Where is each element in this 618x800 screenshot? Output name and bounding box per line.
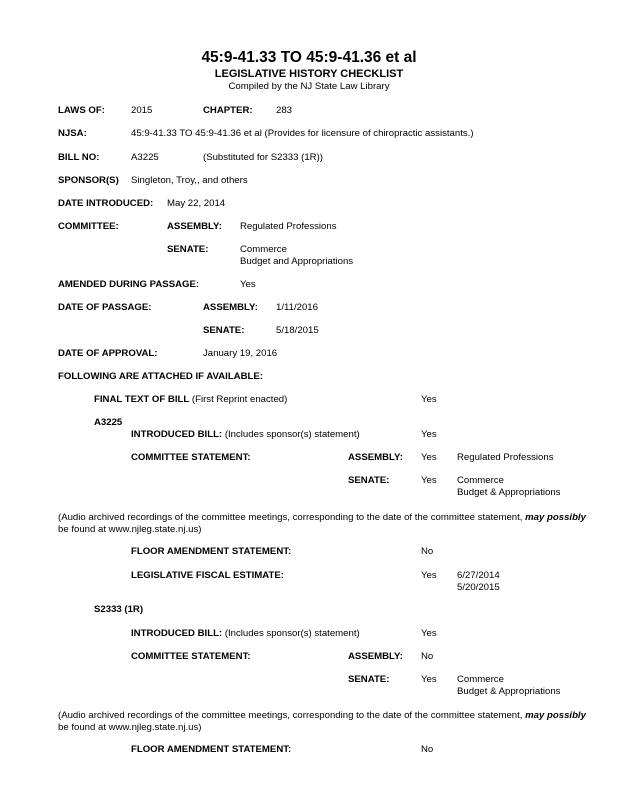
- passage-senate-value: 5/18/2015: [276, 325, 319, 336]
- s2333-cs-senate-value: Yes: [421, 674, 437, 685]
- s2333-audio-note-emphasis: may possibly: [525, 710, 586, 721]
- bill-no-value: A3225: [131, 152, 159, 163]
- laws-of-label: LAWS OF:: [58, 105, 105, 116]
- a3225-cs-senate-label: SENATE:: [348, 475, 390, 486]
- page-title: 45:9-41.33 TO 45:9-41.36 et al: [201, 49, 417, 66]
- s2333-introduced-label: INTRODUCED BILL:: [131, 628, 223, 639]
- date-introduced-value: May 22, 2014: [167, 198, 226, 209]
- final-text-row: [94, 394, 287, 406]
- a3225-fiscal-label: LEGISLATIVE FISCAL ESTIMATE:: [131, 570, 284, 581]
- date-of-approval-value: January 19, 2016: [203, 348, 278, 359]
- s2333-introduced-note: (Includes sponsor(s) statement): [224, 628, 360, 639]
- s2333-committee-statement-label: COMMITTEE STATEMENT:: [131, 651, 251, 662]
- chapter-label: CHAPTER:: [203, 105, 253, 116]
- bill-no-label: BILL NO:: [58, 152, 100, 163]
- s2333-cs-assembly-value: No: [421, 651, 434, 662]
- a3225-cs-senate-committee-2: Budget & Appropriations: [457, 487, 561, 498]
- sponsors-label: SPONSOR(S): [58, 175, 119, 186]
- njsa-label: NJSA:: [58, 128, 87, 139]
- laws-of-value: 2015: [131, 105, 153, 116]
- s2333-cs-senate-committee-2: Budget & Appropriations: [457, 686, 561, 697]
- a3225-cs-senate-committee-1: Commerce: [457, 475, 504, 486]
- s2333-floor-value: No: [421, 744, 434, 755]
- a3225-audio-note-text: (Audio archived recordings of the committee meetings, corresponding to the date of the committee statement,: [58, 512, 526, 523]
- s2333-bill-heading: S2333 (1R): [94, 604, 144, 615]
- a3225-fiscal-date-2: 5/20/2015: [457, 582, 500, 593]
- amended-label: AMENDED DURING PASSAGE:: [58, 279, 200, 290]
- a3225-committee-statement-label: COMMITTEE STATEMENT:: [131, 452, 251, 463]
- chapter-value: 283: [276, 105, 293, 116]
- njsa-value: 45:9-41.33 TO 45:9-41.36 et al (Provides for licensure of chiropractic assistants.): [131, 128, 474, 139]
- s2333-introduced-row: [131, 628, 360, 640]
- s2333-audio-note-line-2: be found at www.njleg.state.nj.us): [58, 722, 202, 733]
- committee-senate-label: SENATE:: [167, 244, 209, 255]
- a3225-introduced-note: (Includes sponsor(s) statement): [224, 429, 360, 440]
- a3225-fiscal-value: Yes: [421, 570, 437, 581]
- final-text-value: Yes: [421, 394, 437, 405]
- a3225-audio-note-emphasis: may possibly: [525, 512, 586, 523]
- a3225-bill-heading: A3225: [94, 417, 123, 428]
- a3225-fiscal-date-1: 6/27/2014: [457, 570, 500, 581]
- passage-assembly-value: 1/11/2016: [276, 302, 318, 313]
- a3225-cs-assembly-committee: Regulated Professions: [457, 452, 554, 463]
- passage-assembly-label: ASSEMBLY:: [203, 302, 258, 313]
- committee-senate-value-2: Budget and Appropriations: [240, 256, 354, 267]
- a3225-cs-assembly-label: ASSEMBLY:: [348, 452, 403, 463]
- s2333-cs-senate-label: SENATE:: [348, 674, 390, 685]
- committee-assembly-value: Regulated Professions: [240, 221, 337, 232]
- bill-no-note: (Substituted for S2333 (1R)): [203, 152, 323, 163]
- page-subtitle: LEGISLATIVE HISTORY CHECKLIST: [214, 68, 404, 80]
- a3225-introduced-label: INTRODUCED BILL:: [131, 429, 223, 440]
- a3225-floor-label: FLOOR AMENDMENT STATEMENT:: [131, 546, 292, 557]
- passage-senate-label: SENATE:: [203, 325, 245, 336]
- committee-assembly-label: ASSEMBLY:: [167, 221, 222, 232]
- date-of-passage-label: DATE OF PASSAGE:: [58, 302, 152, 313]
- s2333-audio-note-line-1: [58, 710, 586, 722]
- s2333-introduced-value: Yes: [421, 628, 437, 639]
- a3225-audio-note-line-1: [58, 512, 586, 524]
- date-introduced-label: DATE INTRODUCED:: [58, 198, 154, 209]
- s2333-audio-note-text: (Audio archived recordings of the committee meetings, corresponding to the date of the committee statement,: [58, 710, 526, 721]
- attached-heading: FOLLOWING ARE ATTACHED IF AVAILABLE:: [58, 371, 263, 382]
- committee-label: COMMITTEE:: [58, 221, 119, 232]
- a3225-cs-assembly-value: Yes: [421, 452, 437, 463]
- a3225-audio-note-line-2: be found at www.njleg.state.nj.us): [58, 524, 202, 535]
- committee-senate-value-1: Commerce: [240, 244, 287, 255]
- sponsors-value: Singleton, Troy,, and others: [131, 175, 248, 186]
- s2333-cs-assembly-label: ASSEMBLY:: [348, 651, 403, 662]
- a3225-introduced-row: [131, 429, 360, 441]
- amended-value: Yes: [240, 279, 256, 290]
- date-of-approval-label: DATE OF APPROVAL:: [58, 348, 158, 359]
- a3225-cs-senate-value: Yes: [421, 475, 437, 486]
- s2333-cs-senate-committee-1: Commerce: [457, 674, 504, 685]
- final-text-note: (First Reprint enacted): [191, 394, 288, 405]
- final-text-label: FINAL TEXT OF BILL: [94, 394, 190, 405]
- s2333-floor-label: FLOOR AMENDMENT STATEMENT:: [131, 744, 292, 755]
- a3225-floor-value: No: [421, 546, 434, 557]
- a3225-introduced-value: Yes: [421, 429, 437, 440]
- compiled-by: Compiled by the NJ State Law Library: [228, 81, 390, 92]
